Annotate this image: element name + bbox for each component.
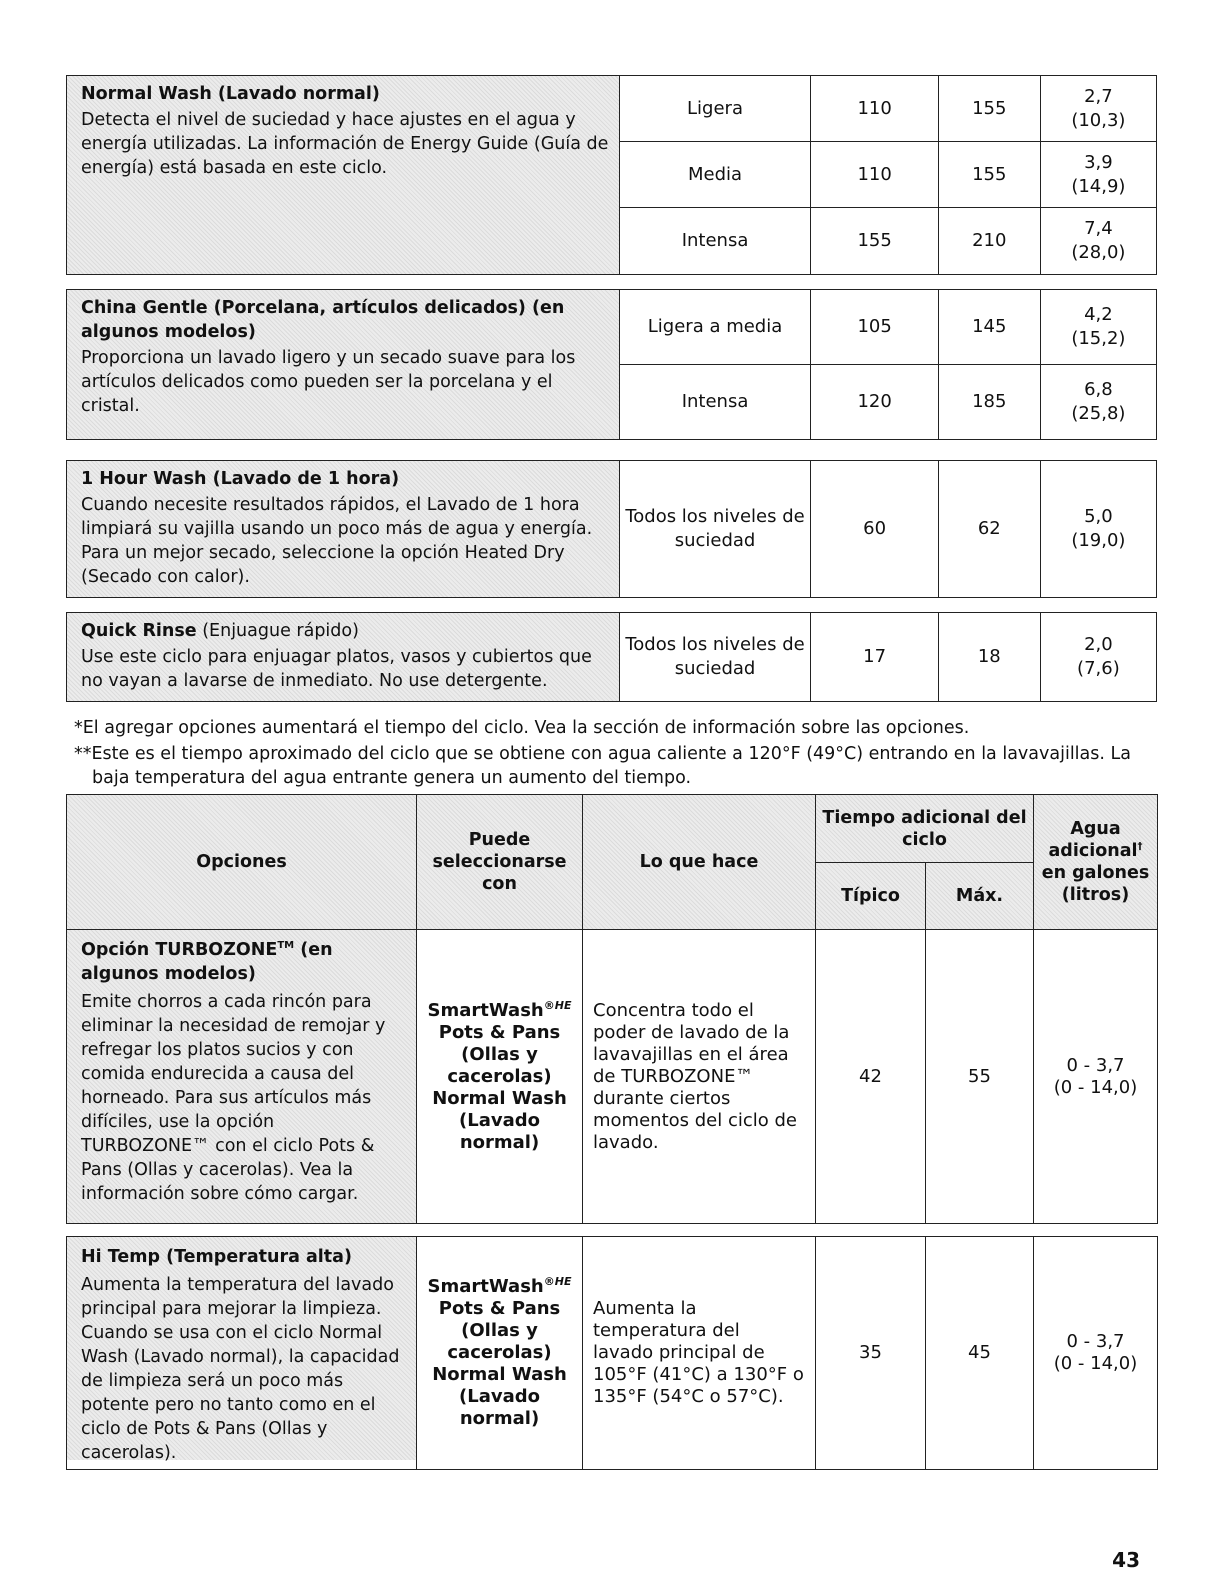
option-block-hi-temp <box>66 1236 1157 1463</box>
cycle-description: Proporciona un lavado ligero y un secado suave para los artículos delicados como pueden ser la porcelana y el cristal. <box>81 348 576 416</box>
option-title: Opción TURBOZONE™ (en algunos modelos) <box>81 940 333 984</box>
cycle-time-max: 185 <box>938 365 1040 440</box>
extra-time-typical: 35 <box>816 1237 926 1470</box>
cycle-table <box>66 612 1157 702</box>
option-description-cell <box>67 930 417 1224</box>
water-usage: 6,8 (25,8) <box>1040 365 1156 440</box>
option-title: Hi Temp (Temperatura alta) <box>81 1247 352 1267</box>
water-usage: 5,0 (19,0) <box>1040 461 1156 598</box>
water-usage: 2,7 (10,3) <box>1040 76 1156 142</box>
soil-level: Ligera a media <box>619 290 811 365</box>
cycle-time-typical: 110 <box>811 142 938 208</box>
footnotes <box>74 716 1154 792</box>
cycle-time-typical: 155 <box>811 208 938 275</box>
soil-level: Media <box>619 142 811 208</box>
water-usage: 4,2 (15,2) <box>1040 290 1156 365</box>
header-max: Máx. <box>926 863 1034 930</box>
cycle-block-quick-rinse <box>66 612 1157 702</box>
soil-level: Todos los niveles de suciedad <box>619 613 811 702</box>
option-description: Aumenta la temperatura del lavado principal para mejorar la limpieza. Cuando se usa con el ciclo Normal Wash (Lavado normal), la capacidad de limpieza será un poco más potente pero no tanto como en el ciclo de Pots & Pans (Ollas y cacerolas). <box>81 1275 400 1463</box>
cycle-time-max: 155 <box>938 76 1040 142</box>
header-typical: Típico <box>816 863 926 930</box>
cycle-block-china-gentle <box>66 289 1157 439</box>
cycle-time-max: 62 <box>938 461 1040 598</box>
cycle-table <box>66 75 1157 275</box>
cycle-description-cell <box>67 76 620 275</box>
cycle-time-typical: 120 <box>811 365 938 440</box>
cycle-time-typical: 60 <box>811 461 938 598</box>
cycle-description: Cuando necesite resultados rápidos, el Lavado de 1 hora limpiará su vajilla usando un poco más de agua y energía. Para un mejor secado, seleccione la opción Heated Dry (Secado con calor). <box>81 495 593 587</box>
option-description: Emite chorros a cada rincón para eliminar la necesidad de remojar y refregar los platos sucios y con comida endurecida a causa del horneado. Para sus artículos más difíciles, use la opción TURBOZONE™ con el ciclo Pots & Pans (Ollas y cacerolas). Vea la información sobre cómo cargar. <box>81 992 386 1204</box>
cycle-table <box>66 460 1157 598</box>
extra-water: 0 - 3,7 (0 - 14,0) <box>1034 1237 1158 1470</box>
cycle-description-cell <box>67 461 620 598</box>
footnote-options: *El agregar opciones aumentará el tiempo del ciclo. Vea la sección de información sobre las opciones. <box>74 718 970 738</box>
cycle-title: Quick Rinse (Enjuague rápido) <box>81 621 359 641</box>
cycle-title-translation: (Enjuague rápido) <box>196 621 359 641</box>
option-selectable-cycles: SmartWash$^{®HE}$ Pots & Pans (Ollas y cacerolas) Normal Wash (Lavado normal) <box>417 930 583 1224</box>
cycle-time-max: 210 <box>938 208 1040 275</box>
header-options: Opciones <box>67 795 417 930</box>
cycle-title: Normal Wash (Lavado normal) <box>81 84 380 104</box>
option-block-turbozone <box>66 929 1157 1224</box>
soil-level: Todos los niveles de suciedad <box>619 461 811 598</box>
header-extra-water: Agua adicional† en galones (litros) <box>1034 795 1158 930</box>
extra-time-typical: 42 <box>816 930 926 1224</box>
cycle-time-typical: 17 <box>811 613 938 702</box>
option-description-cell <box>67 1237 417 1470</box>
option-selectable-cycles: SmartWash$^{®HE}$ Pots & Pans (Ollas y cacerolas) Normal Wash (Lavado normal) <box>417 1237 583 1470</box>
cycle-block-normal-wash <box>66 75 1157 274</box>
header-extra-time: Tiempo adicional del ciclo <box>816 795 1034 863</box>
cycle-time-max: 18 <box>938 613 1040 702</box>
cycle-table <box>66 289 1157 440</box>
option-what-it-does: Concentra todo el poder de lavado de la lavavajillas en el área de TURBOZONE™ durante ciertos momentos del ciclo de lavado. <box>583 930 816 1224</box>
water-usage: 7,4 (28,0) <box>1040 208 1156 275</box>
extra-time-max: 45 <box>926 1237 1034 1470</box>
soil-level: Intensa <box>619 208 811 275</box>
soil-level: Intensa <box>619 365 811 440</box>
water-usage: 3,9 (14,9) <box>1040 142 1156 208</box>
cycle-description-cell <box>67 290 620 440</box>
footnote-cycle-time: **Este es el tiempo aproximado del ciclo que se obtiene con agua caliente a 120°F (49°C) entrando en la lavavajillas. La baja temperatura del agua entrante genera un aumento del tiempo. <box>74 744 1131 788</box>
options-header-table <box>66 794 1158 930</box>
soil-level: Ligera <box>619 76 811 142</box>
cycle-block-1-hour-wash <box>66 460 1157 598</box>
cycle-description: Use este ciclo para enjuagar platos, vasos y cubiertos que no vayan a lavarse de inmediato. No use detergente. <box>81 647 592 691</box>
option-what-it-does: Aumenta la temperatura del lavado principal de 105°F (41°C) a 130°F o 135°F (54°C o 57°C). <box>583 1237 816 1470</box>
page-number: 43 <box>1112 1548 1140 1572</box>
extra-water: 0 - 3,7 (0 - 14,0) <box>1034 930 1158 1224</box>
cycle-description-cell <box>67 613 620 702</box>
cycle-time-typical: 110 <box>811 76 938 142</box>
cycle-time-typical: 105 <box>811 290 938 365</box>
water-usage: 2,0 (7,6) <box>1040 613 1156 702</box>
cycle-title: 1 Hour Wash (Lavado de 1 hora) <box>81 469 400 489</box>
option-row-table <box>66 1236 1158 1470</box>
cycle-time-max: 145 <box>938 290 1040 365</box>
header-selectable-with: Puede seleccionarse con <box>417 795 583 930</box>
cycle-title: China Gentle (Porcelana, artículos delicados) (en algunos modelos) <box>81 298 565 342</box>
cycle-time-max: 155 <box>938 142 1040 208</box>
header-what-it-does: Lo que hace <box>583 795 816 930</box>
extra-time-max: 55 <box>926 930 1034 1224</box>
option-row-table <box>66 929 1158 1224</box>
options-table-header <box>66 794 1157 929</box>
cycle-description: Detecta el nivel de suciedad y hace ajustes en el agua y energía utilizadas. La información de Energy Guide (Guía de energía) está basada en este ciclo. <box>81 110 609 178</box>
